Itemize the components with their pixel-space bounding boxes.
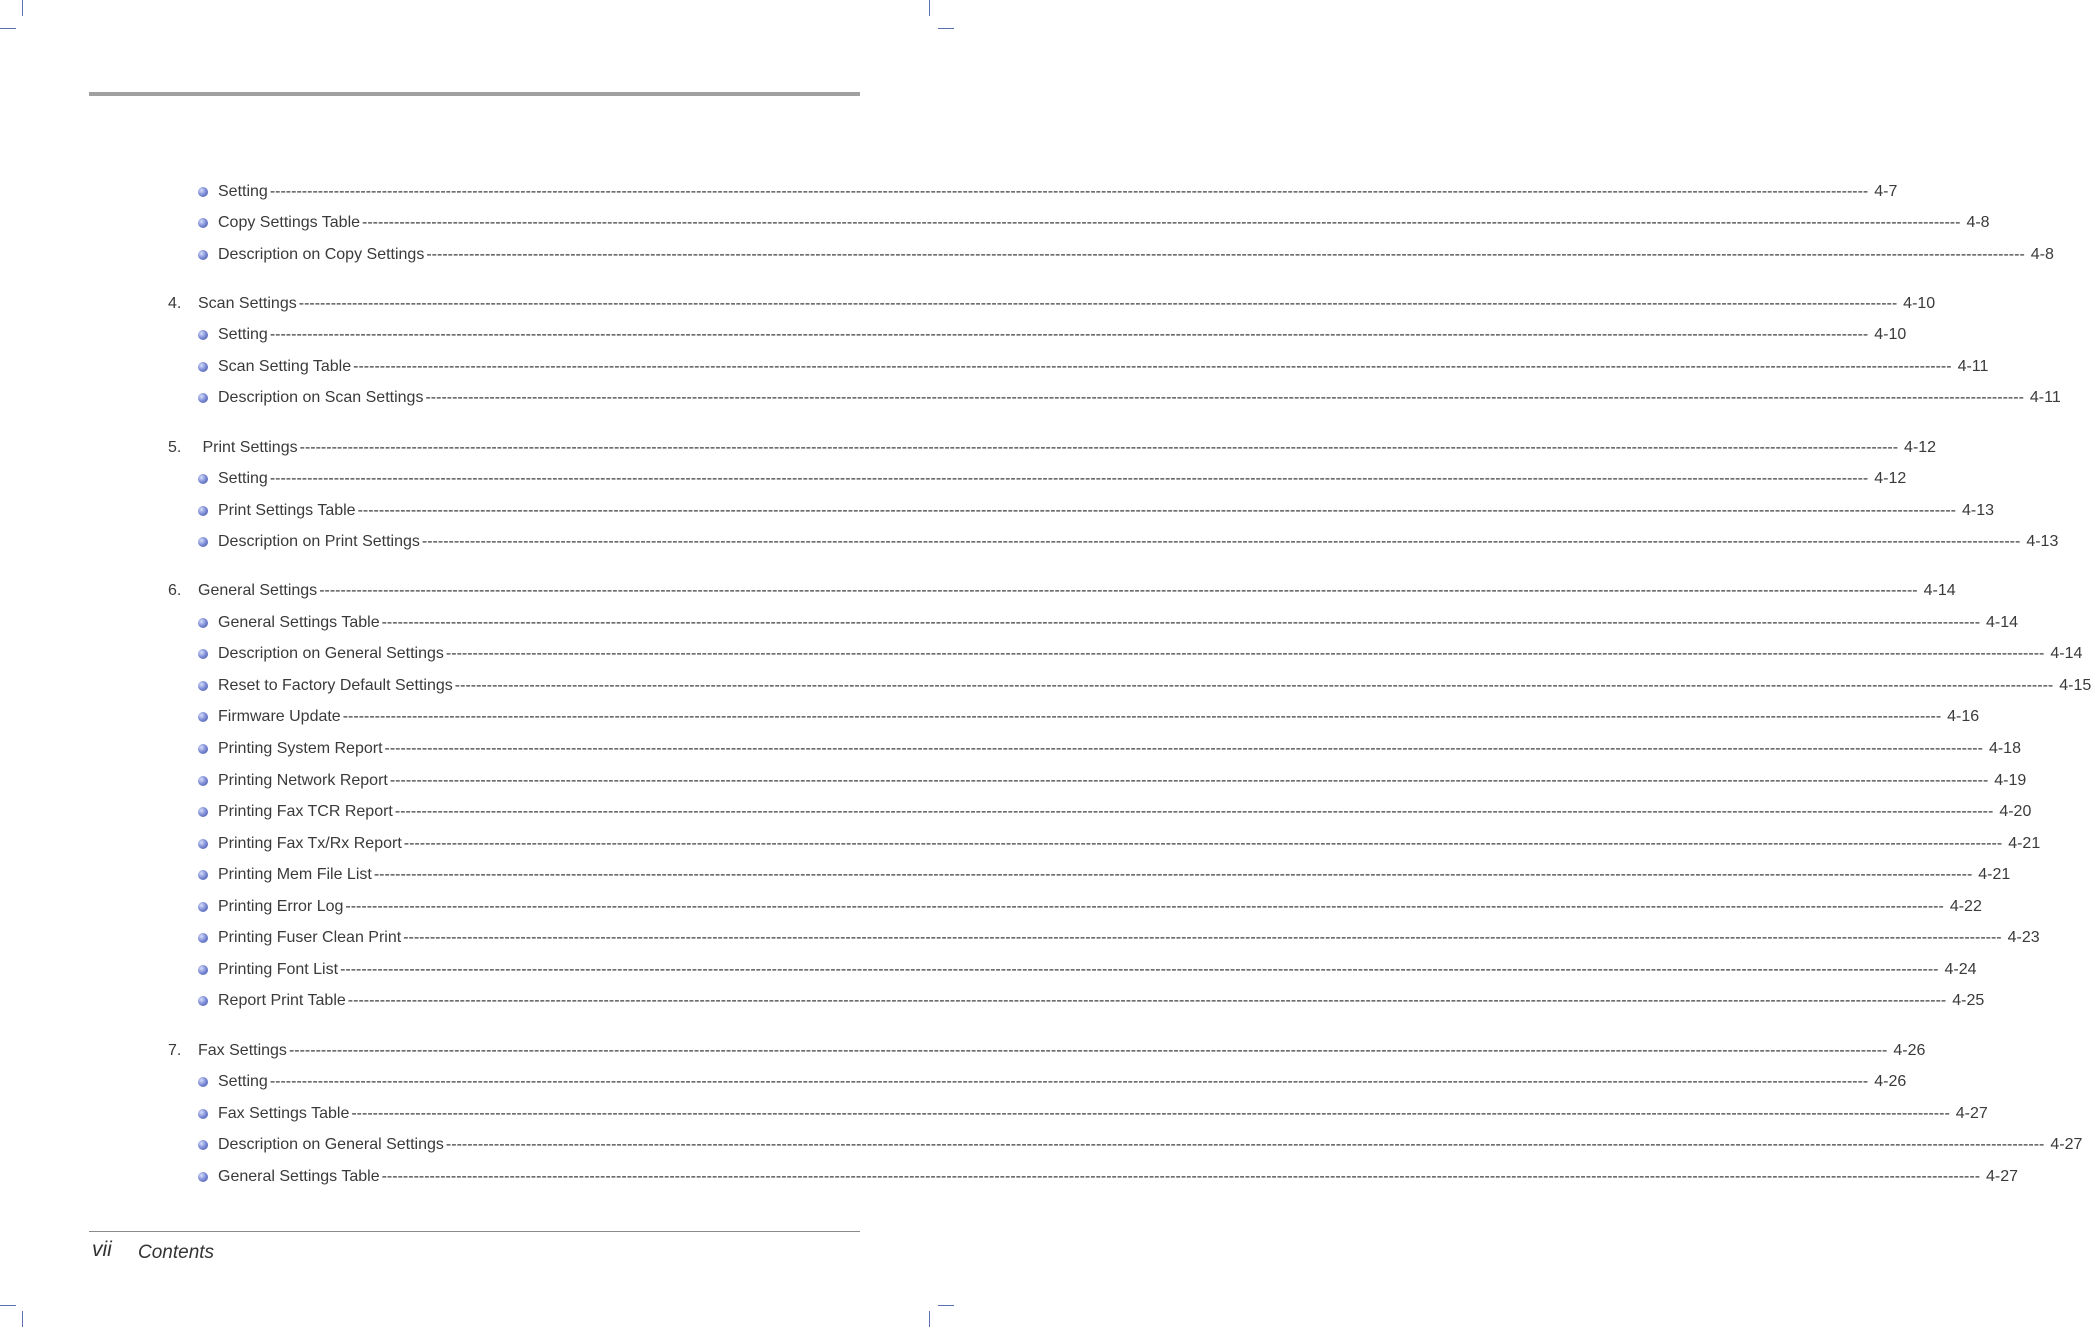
dot-leader: ------------------------------------------------------------------------------------------------------------------------------------------------------------------------------------------------------------------------------------------------------------------------------------------------------------ xyxy=(389,772,1989,789)
toc-label: Fax Settings Table xyxy=(218,1105,350,1122)
toc-label: Printing Error Log xyxy=(218,898,344,915)
toc-page-number: 4-10 xyxy=(1874,326,1907,343)
bullet-icon xyxy=(198,1172,208,1182)
toc-page-number: 4-20 xyxy=(1999,803,2032,820)
toc-entry[interactable] xyxy=(198,990,1985,1012)
toc-entry[interactable] xyxy=(198,356,1989,378)
toc-section[interactable] xyxy=(168,293,1936,315)
toc-label: Printing Font List xyxy=(218,961,339,978)
bullet-icon xyxy=(198,506,208,516)
toc-label: Description on General Settings xyxy=(218,645,444,662)
bullet-icon xyxy=(198,996,208,1006)
toc-label: Printing Fax Tx/Rx Report xyxy=(218,835,402,852)
dot-leader: ------------------------------------------------------------------------------------------------------------------------------------------------------------------------------------------------------------------------------------------------------------------------------------------------------------ xyxy=(269,183,1869,200)
dot-leader: ------------------------------------------------------------------------------------------------------------------------------------------------------------------------------------------------------------------------------------------------------------------------------------------------------------ xyxy=(345,898,1944,915)
toc-label: Description on Scan Settings xyxy=(218,389,424,406)
toc-entry[interactable] xyxy=(198,1071,1907,1093)
toc-section-number: 4. xyxy=(168,295,182,312)
toc-page-number: 4-21 xyxy=(1978,866,2011,883)
crop-mark xyxy=(0,1305,16,1306)
toc-page-number: 4-8 xyxy=(1966,214,1990,231)
bullet-icon xyxy=(198,537,208,547)
toc-label: General Settings Table xyxy=(218,614,380,631)
dot-leader: ------------------------------------------------------------------------------------------------------------------------------------------------------------------------------------------------------------------------------------------------------------------------------------------------------------ xyxy=(269,326,1869,343)
toc-entry[interactable] xyxy=(198,927,2040,949)
toc-page-number: 4-27 xyxy=(1986,1168,2019,1185)
toc-page-number: 4-13 xyxy=(2026,533,2059,550)
dot-leader: ------------------------------------------------------------------------------------------------------------------------------------------------------------------------------------------------------------------------------------------------------------------------------------------------------------ xyxy=(299,439,1899,456)
toc-page-number: 4-15 xyxy=(2059,677,2092,694)
dot-leader: ------------------------------------------------------------------------------------------------------------------------------------------------------------------------------------------------------------------------------------------------------------------------------------------------------------ xyxy=(381,1168,1981,1185)
dot-leader: ------------------------------------------------------------------------------------------------------------------------------------------------------------------------------------------------------------------------------------------------------------------------------------------------------------ xyxy=(403,929,2002,946)
bullet-icon xyxy=(198,839,208,849)
bullet-icon xyxy=(198,965,208,975)
toc-label: Print Settings xyxy=(198,439,298,456)
crop-mark xyxy=(22,0,23,16)
toc-page-number: 4-12 xyxy=(1904,439,1937,456)
toc-label: Setting xyxy=(218,183,268,200)
toc-section[interactable] xyxy=(168,1040,1926,1062)
toc-label: Fax Settings xyxy=(198,1042,287,1059)
toc-label: Description on Copy Settings xyxy=(218,246,425,263)
dot-leader: ------------------------------------------------------------------------------------------------------------------------------------------------------------------------------------------------------------------------------------------------------------------------------------------------------------ xyxy=(269,1073,1869,1090)
toc-entry[interactable] xyxy=(198,244,2054,266)
toc-page-number: 4-14 xyxy=(1986,614,2019,631)
bullet-icon xyxy=(198,744,208,754)
bullet-icon xyxy=(198,902,208,912)
dot-leader: ------------------------------------------------------------------------------------------------------------------------------------------------------------------------------------------------------------------------------------------------------------------------------------------------------------ xyxy=(394,803,1994,820)
toc-page-number: 4-11 xyxy=(1957,358,1989,375)
bullet-icon xyxy=(198,187,208,197)
toc-page-number: 4-8 xyxy=(2030,246,2054,263)
dot-leader: ------------------------------------------------------------------------------------------------------------------------------------------------------------------------------------------------------------------------------------------------------------------------------------------------------------ xyxy=(403,835,2003,852)
toc-label: Scan Setting Table xyxy=(218,358,352,375)
toc-entry[interactable] xyxy=(198,468,1907,490)
toc-entry[interactable] xyxy=(198,531,2059,553)
toc-entry[interactable] xyxy=(198,1166,2019,1188)
footer-rule xyxy=(89,1231,860,1232)
toc-entry[interactable] xyxy=(198,324,1907,346)
footer-page-number: vii xyxy=(92,1238,112,1261)
toc-page-number: 4-27 xyxy=(1955,1105,1988,1122)
toc-entry[interactable] xyxy=(198,181,1898,203)
toc-section-number: 5. xyxy=(168,439,182,456)
bullet-icon xyxy=(198,649,208,659)
bullet-icon xyxy=(198,681,208,691)
toc-label: Firmware Update xyxy=(218,708,341,725)
toc-page-number: 4-14 xyxy=(1923,582,1956,599)
bullet-icon xyxy=(198,218,208,228)
toc-page-number: 4-19 xyxy=(1994,772,2027,789)
toc-page-number: 4-7 xyxy=(1874,183,1898,200)
dot-leader: ------------------------------------------------------------------------------------------------------------------------------------------------------------------------------------------------------------------------------------------------------------------------------------------------------------ xyxy=(340,961,1939,978)
toc-entry[interactable] xyxy=(198,675,2092,697)
toc-label: Reset to Factory Default Settings xyxy=(218,677,453,694)
toc-label: Printing System Report xyxy=(218,740,383,757)
toc-entry[interactable] xyxy=(198,612,2019,634)
bullet-icon xyxy=(198,1077,208,1087)
crop-mark xyxy=(929,0,930,16)
toc-page-number: 4-26 xyxy=(1893,1042,1926,1059)
toc-page-number: 4-11 xyxy=(2029,389,2061,406)
toc-entry[interactable] xyxy=(198,833,2041,855)
crop-mark xyxy=(938,1305,954,1306)
dot-leader: ------------------------------------------------------------------------------------------------------------------------------------------------------------------------------------------------------------------------------------------------------------------------------------------------------------ xyxy=(353,358,1952,375)
dot-leader: ------------------------------------------------------------------------------------------------------------------------------------------------------------------------------------------------------------------------------------------------------------------------------------------------------------ xyxy=(342,708,1942,725)
toc-entry[interactable] xyxy=(198,643,2083,665)
toc-label: Setting xyxy=(218,326,268,343)
toc-page-number: 4-24 xyxy=(1944,961,1977,978)
toc-entry[interactable] xyxy=(198,801,2032,823)
dot-leader: ------------------------------------------------------------------------------------------------------------------------------------------------------------------------------------------------------------------------------------------------------------------------------------------------------------ xyxy=(351,1105,1950,1122)
bullet-icon xyxy=(198,933,208,943)
dot-leader: ------------------------------------------------------------------------------------------------------------------------------------------------------------------------------------------------------------------------------------------------------------------------------------------------------------ xyxy=(381,614,1981,631)
toc-section[interactable] xyxy=(168,580,1956,602)
dot-leader: ------------------------------------------------------------------------------------------------------------------------------------------------------------------------------------------------------------------------------------------------------------------------------------------------------------ xyxy=(362,214,1961,231)
toc-label: Copy Settings Table xyxy=(218,214,361,231)
bullet-icon xyxy=(198,362,208,372)
dot-leader: ------------------------------------------------------------------------------------------------------------------------------------------------------------------------------------------------------------------------------------------------------------------------------------------------------------ xyxy=(426,246,2025,263)
toc-label: Report Print Table xyxy=(218,992,346,1009)
toc-page-number: 4-22 xyxy=(1949,898,1982,915)
toc-entry[interactable] xyxy=(198,212,1990,234)
dot-leader: ------------------------------------------------------------------------------------------------------------------------------------------------------------------------------------------------------------------------------------------------------------------------------------------------------------ xyxy=(347,992,1947,1009)
toc-label: Description on Print Settings xyxy=(218,533,420,550)
bullet-icon xyxy=(198,870,208,880)
toc-entry[interactable] xyxy=(198,1134,2083,1156)
dot-leader: ------------------------------------------------------------------------------------------------------------------------------------------------------------------------------------------------------------------------------------------------------------------------------------------------------------ xyxy=(319,582,1918,599)
dot-leader: ------------------------------------------------------------------------------------------------------------------------------------------------------------------------------------------------------------------------------------------------------------------------------------------------------------ xyxy=(384,740,1983,757)
dot-leader: ------------------------------------------------------------------------------------------------------------------------------------------------------------------------------------------------------------------------------------------------------------------------------------------------------------ xyxy=(373,866,1973,883)
toc-page-number: 4-18 xyxy=(1988,740,2021,757)
toc-label: Printing Network Report xyxy=(218,772,388,789)
header-rule xyxy=(89,92,860,96)
toc-page-number: 4-14 xyxy=(2050,645,2083,662)
bullet-icon xyxy=(198,1140,208,1150)
toc-label: Setting xyxy=(218,1073,268,1090)
dot-leader: ------------------------------------------------------------------------------------------------------------------------------------------------------------------------------------------------------------------------------------------------------------------------------------------------------------ xyxy=(421,533,2021,550)
toc-label: Description on General Settings xyxy=(218,1136,444,1153)
toc-entry[interactable] xyxy=(198,500,1995,522)
toc-entry[interactable] xyxy=(198,896,1982,918)
toc-label: Printing Fuser Clean Print xyxy=(218,929,402,946)
toc-page-number: 4-27 xyxy=(2050,1136,2083,1153)
dot-leader: ------------------------------------------------------------------------------------------------------------------------------------------------------------------------------------------------------------------------------------------------------------------------------------------------------------ xyxy=(425,389,2024,406)
toc-page-number: 4-12 xyxy=(1874,470,1907,487)
dot-leader: ------------------------------------------------------------------------------------------------------------------------------------------------------------------------------------------------------------------------------------------------------------------------------------------------------------ xyxy=(445,645,2045,662)
toc-label: Setting xyxy=(218,470,268,487)
toc-entry[interactable] xyxy=(198,770,2027,792)
dot-leader: ------------------------------------------------------------------------------------------------------------------------------------------------------------------------------------------------------------------------------------------------------------------------------------------------------------ xyxy=(269,470,1869,487)
crop-mark xyxy=(22,1311,23,1327)
bullet-icon xyxy=(198,776,208,786)
toc-label: General Settings Table xyxy=(218,1168,380,1185)
toc-section[interactable] xyxy=(168,437,1937,459)
toc-entry[interactable] xyxy=(198,864,2011,886)
toc-page-number: 4-21 xyxy=(2008,835,2041,852)
toc-page-number: 4-23 xyxy=(2007,929,2040,946)
dot-leader: ------------------------------------------------------------------------------------------------------------------------------------------------------------------------------------------------------------------------------------------------------------------------------------------------------------ xyxy=(288,1042,1888,1059)
toc-page-number: 4-16 xyxy=(1947,708,1980,725)
toc-entry[interactable] xyxy=(198,959,1977,981)
toc-page-number: 4-10 xyxy=(1903,295,1936,312)
bullet-icon xyxy=(198,330,208,340)
crop-mark xyxy=(929,1311,930,1327)
toc-section-number: 6. xyxy=(168,582,182,599)
toc-entry[interactable] xyxy=(198,706,1980,728)
toc-label: Printing Mem File List xyxy=(218,866,372,883)
toc-label: General Settings xyxy=(198,582,318,599)
toc-label: Printing Fax TCR Report xyxy=(218,803,393,820)
toc-label: Scan Settings xyxy=(198,295,297,312)
toc-entry[interactable] xyxy=(198,1103,1988,1125)
bullet-icon xyxy=(198,393,208,403)
dot-leader: ------------------------------------------------------------------------------------------------------------------------------------------------------------------------------------------------------------------------------------------------------------------------------------------------------------ xyxy=(357,502,1956,519)
bullet-icon xyxy=(198,1109,208,1119)
toc-page-number: 4-26 xyxy=(1874,1073,1907,1090)
toc-entry[interactable] xyxy=(198,738,2021,760)
dot-leader: ------------------------------------------------------------------------------------------------------------------------------------------------------------------------------------------------------------------------------------------------------------------------------------------------------------ xyxy=(445,1136,2045,1153)
toc-page-number: 4-25 xyxy=(1952,992,1985,1009)
toc-entry[interactable] xyxy=(198,387,2061,409)
footer-section-title: Contents xyxy=(138,1242,215,1263)
bullet-icon xyxy=(198,807,208,817)
bullet-icon xyxy=(198,250,208,260)
dot-leader: ------------------------------------------------------------------------------------------------------------------------------------------------------------------------------------------------------------------------------------------------------------------------------------------------------------ xyxy=(454,677,2054,694)
crop-mark xyxy=(938,28,954,29)
bullet-icon xyxy=(198,618,208,628)
toc-label: Print Settings Table xyxy=(218,502,356,519)
bullet-icon xyxy=(198,474,208,484)
dot-leader: ------------------------------------------------------------------------------------------------------------------------------------------------------------------------------------------------------------------------------------------------------------------------------------------------------------ xyxy=(298,295,1898,312)
toc-page-number: 4-13 xyxy=(1962,502,1995,519)
toc-section-number: 7. xyxy=(168,1042,182,1059)
bullet-icon xyxy=(198,712,208,722)
crop-mark xyxy=(0,28,16,29)
